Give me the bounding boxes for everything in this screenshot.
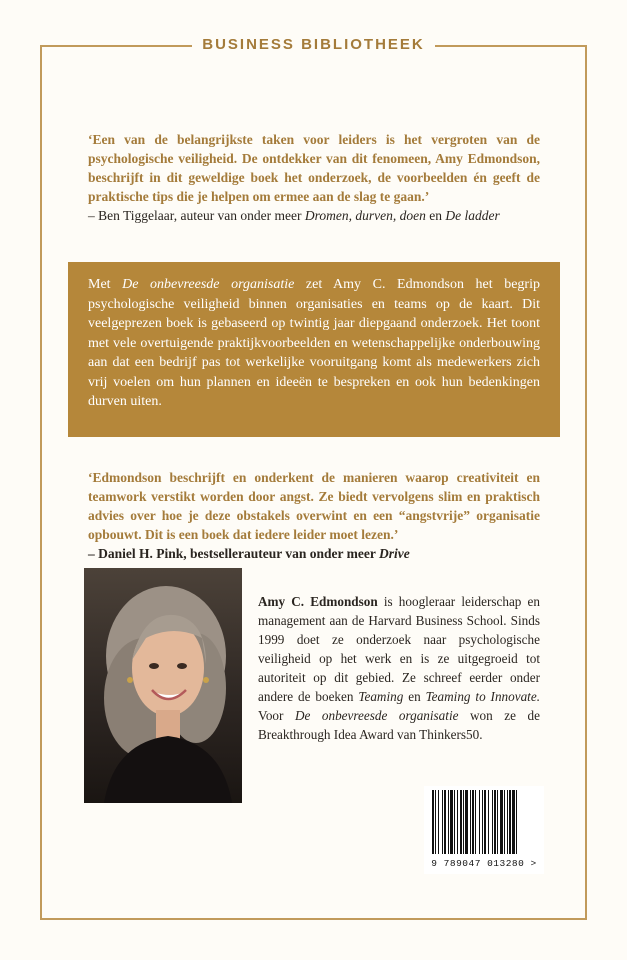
author-bio [258, 592, 540, 744]
quote-1-book-b: De ladder [445, 208, 500, 223]
bio-part-2: en [403, 689, 426, 704]
series-label: BUSINESS BIBLIOTHEEK [192, 36, 435, 53]
quote-2-text: ‘Edmondson beschrijft en onderkent de manieren waarop creativiteit en teamwork verstikt worden door angst. Ze biedt vervolgens slim en praktisch advies over hoe je deze obstakels overwint en een “angstvrije” organisatie opbouwt. Dit is een boek dat iedere leider moet lezen.’ [88, 470, 540, 542]
bio-part-4: won ze de Breakthrough Idea Award van Thinkers50. [258, 708, 540, 742]
blurb-lead: Met [88, 277, 123, 292]
author-portrait-illustration [84, 568, 242, 803]
quote-1-attribution [88, 206, 540, 225]
quote-2-attribution [88, 544, 540, 563]
bio-book-2: Teaming to Innovate. [425, 689, 540, 704]
quote-1-joiner: en [425, 208, 446, 223]
bio-book-1: Teaming [358, 689, 404, 704]
author-photo [84, 568, 242, 803]
quote-1-book-a: Dromen, durven, doen [304, 208, 426, 223]
quote-1-text: ‘Een van de belangrijkste taken voor leiders is het vergroten van de psychologische veiligheid. De ontdekker van dit fenomeen, Amy Edmondson, beschrijft in dit geweldige boek het onderzoek, de voorbeelden én geeft de praktische tips die je helpen om ermee aan de slag te gaan.’ [88, 132, 540, 204]
blurb-book-title: De onbevreesde organisatie [122, 277, 295, 292]
isbn-barcode [424, 786, 544, 874]
endorsement-quote-1 [88, 130, 540, 225]
quote-2-attribution-prefix: – Daniel H. Pink, bestsellerauteur van onder meer [88, 546, 379, 561]
bio-book-3: De onbevreesde organisatie [294, 708, 459, 723]
barcode-bars [424, 786, 544, 856]
bio-part-1: is hoogleraar leiderschap en management aan de Harvard Business School. Sinds 1999 doet ze onderzoek naar psychologische veiligheid op het werk en is ze uitgegroeid tot autoriteit op dit gebied. Ze schreef eerder onder andere de boeken [258, 594, 540, 704]
isbn-number: 9 789047 013280 > [431, 858, 537, 869]
quote-2-book: Drive [379, 546, 410, 561]
blurb-text: zet Amy C. Edmondson het begrip psychologische veiligheid binnen organisaties en teams op de kaart. Dit veelgeprezen boek is gebaseerd op twintig jaar diepgaand onderzoek. Het toont met vele overtuigende praktijkvoorbeelden en wetenschappelijke onderbouwing aan dat een bedrijf pas tot werkelijke vooruitgang komt als medewerkers zich vrij voelen om hun plannen en ideeën te bespreken en ook hun bedenkingen durven uiten. [88, 277, 540, 409]
author-name: Amy C. Edmondson [258, 594, 378, 609]
bio-part-3: Voor [258, 708, 295, 723]
quote-1-attribution-prefix: – Ben Tiggelaar, auteur van onder meer [88, 208, 305, 223]
series-header [0, 36, 627, 54]
endorsement-quote-2 [88, 468, 540, 563]
book-blurb-panel [68, 262, 560, 437]
